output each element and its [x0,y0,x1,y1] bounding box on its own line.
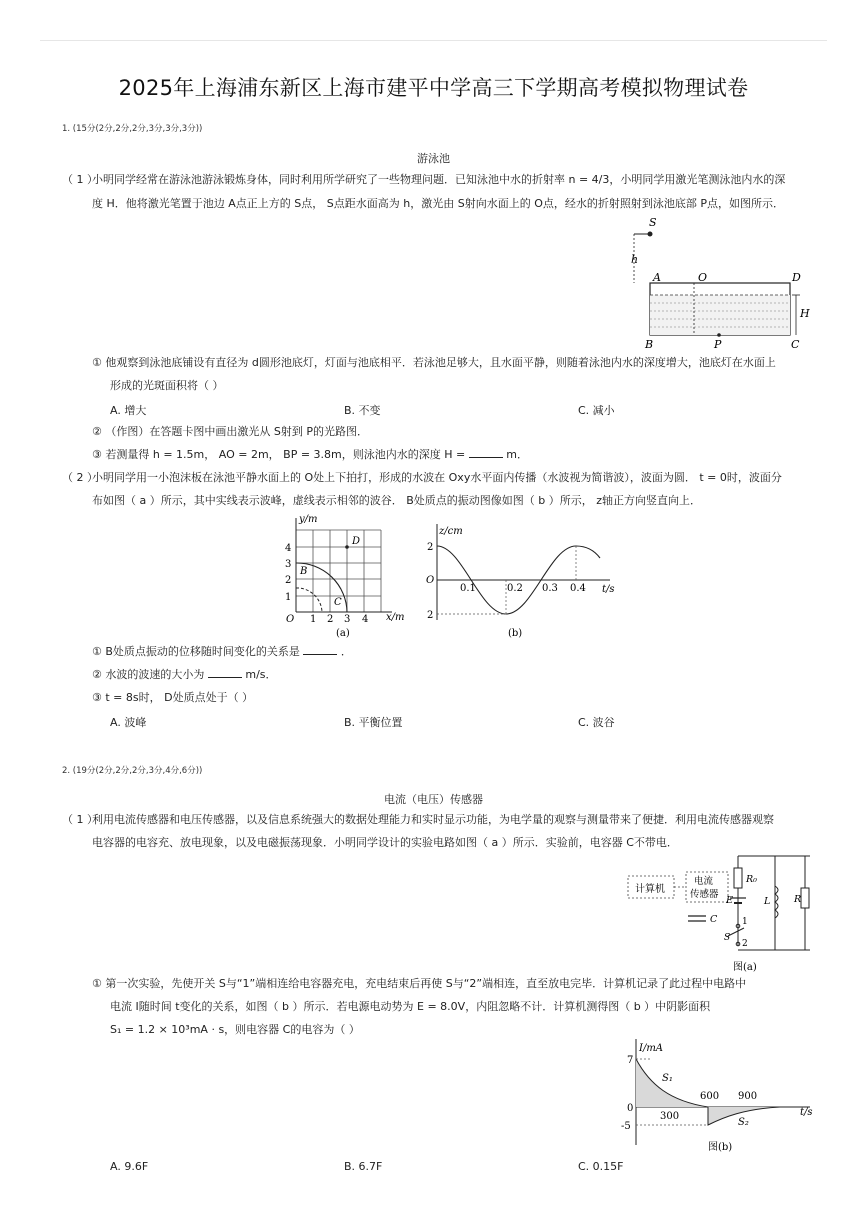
origin-label: 0 [627,1103,634,1114]
figure-caption: (b) [508,628,523,639]
q1-part1-number: （ 1 ） [62,173,98,186]
switch-blade[interactable] [728,928,744,936]
q1-sub1-option-c[interactable]: C. 减小 [578,404,615,417]
top-divider [40,40,827,41]
circuit-figure-a [620,848,815,973]
q2-sub1-cont: 电流 I随时间 t变化的关系，如图（ b ）所示．若电源电动势为 E = 8.0V，内阻忽略不计．计算机测得图（ b ）中阴影面积 [110,1000,711,1013]
q1-sub2: ② （作图）在答题卡图中画出激光从 S射到 P的光路图． [92,425,368,438]
x-tick: 1 [310,614,317,625]
t-tick: 300 [660,1111,680,1122]
q2-option-a[interactable]: A. 9.6F [110,1160,149,1173]
q2-sub1-cont2: S₁ = 1.2 × 10³mA · s，则电容器 C的电容为（ ） [110,1023,360,1036]
q1-sub1: ① 他观察到泳池底铺设有直径为 d圆形池底灯，灯面与池底相平．若泳池足够大，且水面平静，则随着泳池内水的深度增大，池底灯在水面上 [92,356,776,369]
page-title: 2025年上海浦东新区上海市建平中学高三下学期高考模拟物理试卷 [118,76,749,100]
z-tick-top: 2 [427,542,434,553]
label-contact-2: 2 [742,939,748,949]
y-tick: 3 [285,559,292,570]
q1-part2-sub2-text: ② 水波的波速的大小为 [92,668,208,681]
q1-part1-line1: 小明同学经常在游泳池游泳锻炼身体，同时利用所学研究了一些物理问题．已知泳池中水的折射率 n = 4/3，小明同学用激光笔测泳池内水的深 [92,173,786,186]
q1-part2-option-a[interactable]: A. 波峰 [110,716,147,729]
label-o: O [698,271,708,284]
x-tick: 2 [327,614,334,625]
z-tick-bottom: 2 [427,610,434,621]
x-tick: 3 [344,614,351,625]
wave-figure-a [282,510,417,640]
label-H: H [800,307,810,320]
q1-sub3-text: ③ 若测量得 h = 1.5m， AO = 2m， BP = 3.8m，则泳池内水的深度 H = [92,448,469,461]
q1-part2-option-b[interactable]: B. 平衡位置 [344,716,403,729]
label-b: B [300,566,308,577]
q2-option-c[interactable]: C. 0.15F [578,1160,624,1173]
water-fill [650,295,790,335]
t-tick: 0.1 [460,583,476,594]
y-tick: 4 [285,543,292,554]
answer-blank[interactable] [208,667,242,678]
q2-sub1: ① 第一次实验，先使开关 S与“1”端相连给电容器充电，充电结束后再使 S与“2”端相连，直至放电完毕．计算机记录了此过程中电路中 [92,977,747,990]
computer-label: 计算机 [635,884,665,895]
y-axis-label: y/m [299,514,318,525]
vibration-figure-b [420,520,620,640]
question-1-header: 1. (15分(2分,2分,2分,3分,3分,3分)) [62,124,203,134]
q1-part2-line2: 布如图（ a ）所示，其中实线表示波峰，虚线表示相邻的波谷． B处质点的振动图像如图（ b ）所示， z轴正方向竖直向上． [92,494,702,507]
q1-part2-sub1 [92,642,352,662]
label-c: C [791,338,800,350]
label-s: S [724,933,731,943]
answer-blank[interactable] [303,644,337,655]
label-b: B [645,338,654,350]
label-r: R [794,894,802,905]
q1-part2-option-c[interactable]: C. 波谷 [578,716,615,729]
label-l: L [764,896,771,907]
q1-part2-number: （ 2 ） [62,471,98,484]
q1-part2-sub2 [92,665,277,685]
point-p [717,333,721,337]
label-h: h [631,253,639,266]
q2-part1-line1: 利用电流传感器和电压传感器，以及信息系统强大的数据处理能力和实时显示功能，为电学量的观察与测量带来了便捷．利用电流传感器观察 [92,813,774,826]
figure-caption: 图(b) [708,1142,733,1153]
label-d: D [352,536,361,547]
q2-part1-line2: 电容器的电容充、放电现象，以及电磁振荡现象．小明同学设计的实验电路如图（ a ）所示．实验前，电容器 C不带电． [92,836,678,849]
t-tick: 600 [700,1091,720,1102]
label-e: E [726,895,733,906]
current-graph-b [620,1035,815,1155]
question-1-section-title: 游泳池 [417,152,450,165]
label-p: P [714,338,722,350]
resistor-r [801,888,809,908]
pool-figure [620,215,820,350]
t-tick: 0.4 [570,583,586,594]
q1-sub1-option-b[interactable]: B. 不变 [344,404,381,417]
t-tick: 0.2 [507,583,523,594]
t-axis-label: t/s [800,1107,813,1118]
q2-option-b[interactable]: B. 6.7F [344,1160,383,1173]
q1-sub1-cont: 形成的光斑面积将（ ） [110,379,224,392]
y-tick: 1 [285,592,292,603]
figure-caption: 图(a) [733,962,757,973]
i-tick-top: 7 [627,1055,634,1066]
z-axis-label: z/cm [439,526,463,537]
q2-part1-number: （ 1 ） [62,813,98,826]
question-2-section-title: 电流（电压）传感器 [384,793,483,806]
resistor-r0 [734,868,742,888]
figure-caption: (a) [336,628,350,639]
label-c: C [334,597,342,608]
sensor-label-line2: 传感器 [690,889,719,900]
label-a: A [653,271,661,284]
q1-sub1-option-a[interactable]: A. 增大 [110,404,147,417]
sensor-label-line1: 电流 [694,876,714,887]
label-c: C [710,914,718,925]
x-axis-label: x/m [386,612,405,623]
label-s2: S₂ [738,1117,749,1128]
origin-label: O [426,575,435,586]
q1-sub3 [92,445,528,465]
i-axis-label: I/mA [639,1043,664,1054]
label-r0: R₀ [746,874,757,885]
q1-part2-sub3: ③ t = 8s时， D处质点处于（ ） [92,691,254,704]
answer-blank[interactable] [469,447,503,458]
question-2-header: 2. (19分(2分,2分,2分,3分,4分,6分)) [62,766,203,776]
label-s: S [649,216,657,229]
t-axis-label: t/s [602,584,615,595]
q1-part2-sub2-unit: m/s． [241,668,277,681]
x-tick: 4 [362,614,369,625]
q1-part2-sub1-end: ． [337,645,352,658]
y-tick: 2 [285,575,292,586]
q1-sub3-unit: m． [502,448,528,461]
point-d [345,545,349,549]
label-contact-1: 1 [742,917,748,927]
t-tick: 900 [738,1091,758,1102]
wave-trough-arc [296,588,322,612]
t-tick: 0.3 [542,583,558,594]
label-s1: S₁ [662,1073,673,1084]
q1-part2-line1: 小明同学用一小泡沫板在泳池平静水面上的 O处上下拍打，形成的水波在 Oxy水平面内传播（水波视为简谐波），波面为圆． t = 0时，波面分 [92,471,782,484]
point-s [648,232,653,237]
label-d: D [792,271,801,284]
q1-part2-sub1-text: ① B处质点振动的位移随时间变化的关系是 [92,645,304,658]
q1-part1-line2: 度 H．他将激光笔置于池边 A点正上方的 S点， S点距水面高为 h，激光由 S射向水面上的 O点，经水的折射照射到泳池底部 P点，如图所示． [92,197,784,210]
i-tick-bottom: -5 [621,1121,631,1132]
origin-label: O [286,614,295,625]
